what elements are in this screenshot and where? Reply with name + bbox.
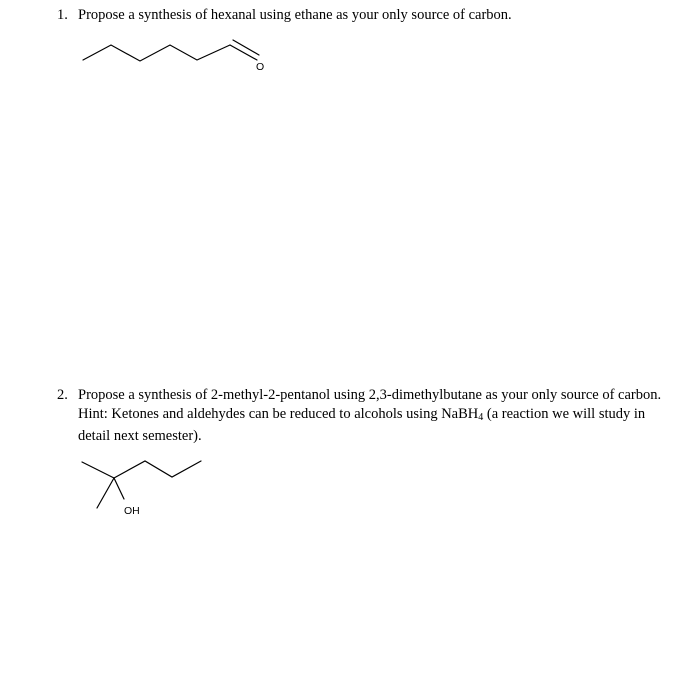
methyl-bond-a xyxy=(82,462,114,478)
hexanal-skeleton xyxy=(83,40,264,73)
problem-2-number: 2. xyxy=(57,387,68,403)
hydroxyl-label: OH xyxy=(124,505,140,517)
methyl-bond-b xyxy=(97,478,114,508)
pentanol-chain-bond xyxy=(114,461,201,478)
problem-1-text: Propose a synthesis of hexanal using ethane as your only source of carbon. xyxy=(78,7,512,23)
problem-2-text-main: Propose a synthesis of 2-methyl-2-pentanol using 2,3-dimethylbutane as your only source of carbon. Hint: Ketones and aldehydes can be reduced to alcohols using NaBH xyxy=(78,387,662,422)
problem-2-text-end: (a reaction we will study in detail next semester). xyxy=(78,406,646,444)
problem-1-number: 1. xyxy=(57,7,68,23)
carbonyl-bond-2 xyxy=(233,40,259,55)
hexanal-chain-bond xyxy=(83,45,230,61)
methylpentanol-skeleton xyxy=(82,461,201,517)
c-oh-bond xyxy=(114,478,124,499)
problem-2-text xyxy=(78,386,678,446)
nabh4-subscript: 4 xyxy=(478,412,484,423)
carbonyl-bond-1 xyxy=(230,45,257,60)
hexanal-oxygen-label: O xyxy=(256,61,265,73)
